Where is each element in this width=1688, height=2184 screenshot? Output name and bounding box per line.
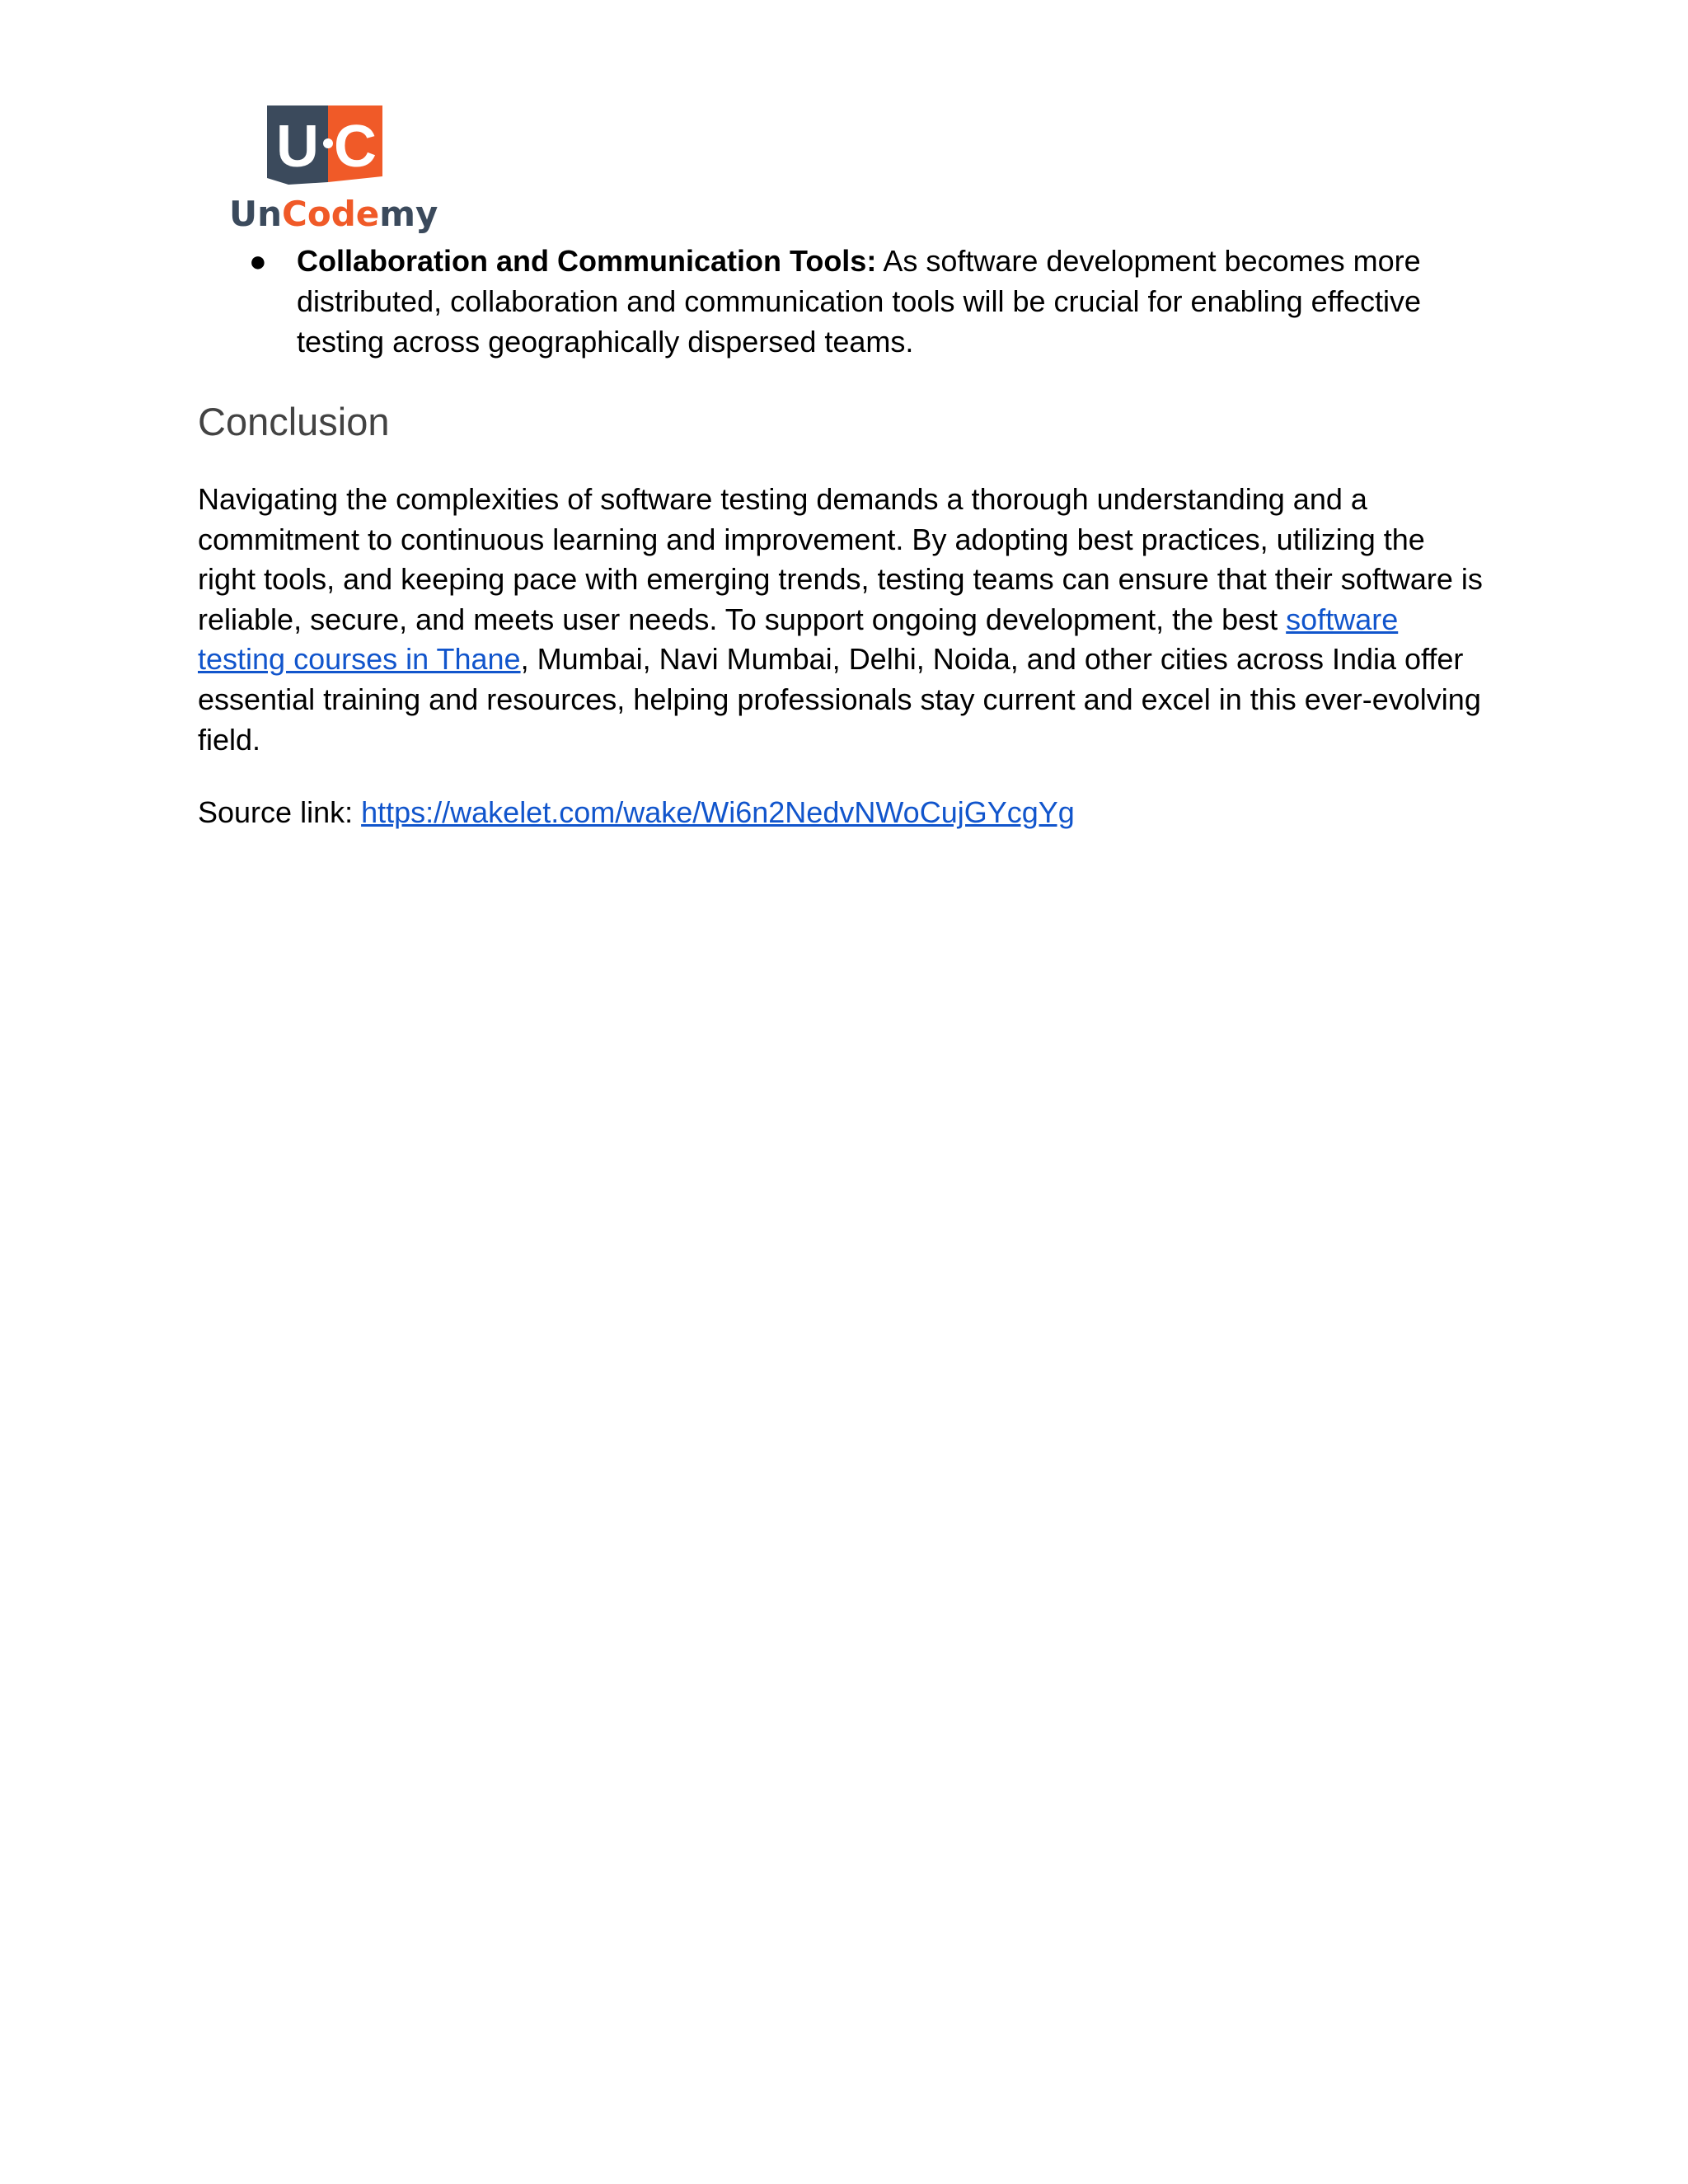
logo-letter-c: C (334, 114, 377, 180)
uncodemy-logo (229, 104, 438, 234)
logo-wordmark (229, 194, 438, 234)
logo-wordmark-my: my (379, 194, 438, 234)
paragraph-text-before-link: Navigating the complexities of software testing demands a thorough understanding and a commitment to continuous learning and improvement. By adopting best practices, utilizing the right tools, and keeping pace with emerging trends, testing teams can ensure that their software is reliable, secure, and meets user needs. To support ongoing development, the best (198, 482, 1483, 636)
source-label: Source link: (198, 795, 362, 829)
logo-letter-u: U (276, 114, 319, 180)
bullet-marker: ● (249, 244, 267, 278)
bullet-body: As software development becomes more distributed, collaboration and communication tools will be crucial for enabling effective testing across geographically dispersed teams. (297, 244, 1422, 359)
software-testing-courses-link[interactable]: software testing courses in Thane (198, 602, 1399, 677)
bullet-bold-label: Collaboration and Communication Tools: (297, 244, 877, 278)
conclusion-paragraph (198, 480, 1484, 760)
uncodemy-logo-graphic (229, 104, 438, 234)
logo-wordmark-un: Un (229, 194, 283, 234)
conclusion-heading: Conclusion (198, 400, 390, 443)
paragraph-text-after-link: , Mumbai, Navi Mumbai, Delhi, Noida, and other cities across India offer essential training and resources, helping professionals stay current and excel in this ever-evolving field. (198, 642, 1481, 757)
bullet-text (297, 241, 1484, 362)
logo-wordmark-code: Code (282, 194, 380, 234)
source-url-link[interactable]: https://wakelet.com/wake/Wi6n2NedvNWoCujGYcgYg (361, 795, 1075, 829)
source-line (198, 793, 1075, 832)
